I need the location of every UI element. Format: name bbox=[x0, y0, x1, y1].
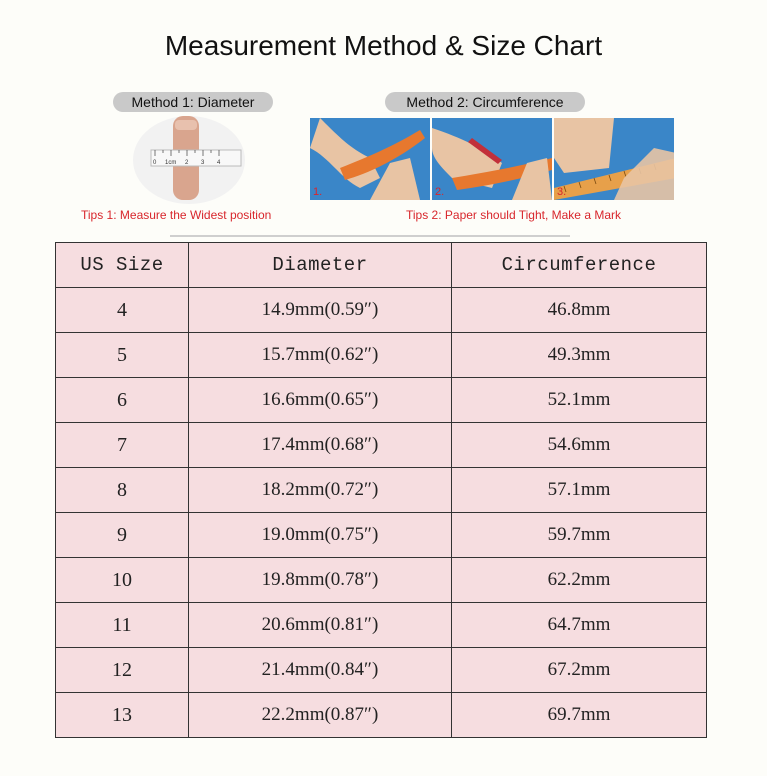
size-cell: 10 bbox=[56, 558, 189, 603]
ruler-tick-2: 2 bbox=[185, 160, 189, 166]
method-2-label: Method 2: Circumference bbox=[385, 92, 585, 112]
size-cell: 8 bbox=[56, 468, 189, 513]
circumference-cell: 52.1mm bbox=[452, 378, 707, 423]
mark-paper-image bbox=[432, 118, 552, 200]
page-title: Measurement Method & Size Chart bbox=[164, 30, 603, 61]
size-cell: 12 bbox=[56, 648, 189, 693]
step-2-number: 2. bbox=[435, 186, 445, 198]
table-row bbox=[56, 468, 707, 513]
finger-ruler-illustration bbox=[131, 112, 247, 204]
diameter-cell: 19.0mm(0.75″) bbox=[189, 513, 452, 558]
ruler-tick-0: 0 bbox=[153, 160, 157, 166]
wrap-paper-image bbox=[310, 118, 430, 200]
table-row bbox=[56, 603, 707, 648]
size-cell: 4 bbox=[56, 288, 189, 333]
circumference-cell: 62.2mm bbox=[452, 558, 707, 603]
size-cell: 5 bbox=[56, 333, 189, 378]
step-2-panel bbox=[432, 118, 552, 200]
diameter-cell: 14.9mm(0.59″) bbox=[189, 288, 452, 333]
tip-2-text: Tips 2: Paper should Tight, Make a Mark bbox=[406, 208, 621, 222]
header-circumference: Circumference bbox=[452, 243, 707, 288]
size-cell: 9 bbox=[56, 513, 189, 558]
diameter-cell: 22.2mm(0.87″) bbox=[189, 693, 452, 738]
step-1-number: 1. bbox=[313, 186, 323, 198]
diameter-cell: 17.4mm(0.68″) bbox=[189, 423, 452, 468]
circumference-steps-illustration bbox=[310, 118, 676, 200]
size-cell: 11 bbox=[56, 603, 189, 648]
circumference-cell: 64.7mm bbox=[452, 603, 707, 648]
circumference-cell: 69.7mm bbox=[452, 693, 707, 738]
tip-1-text: Tips 1: Measure the Widest position bbox=[81, 208, 272, 222]
diameter-cell: 21.4mm(0.84″) bbox=[189, 648, 452, 693]
size-cell: 7 bbox=[56, 423, 189, 468]
step-3-panel bbox=[554, 118, 674, 200]
table-row bbox=[56, 378, 707, 423]
table-row bbox=[56, 288, 707, 333]
table-row bbox=[56, 513, 707, 558]
table-row bbox=[56, 558, 707, 603]
diameter-cell: 16.6mm(0.65″) bbox=[189, 378, 452, 423]
ruler-tick-3: 3 bbox=[201, 160, 205, 166]
size-chart-table bbox=[55, 242, 707, 738]
step-3-number: 3. bbox=[557, 186, 567, 198]
diameter-cell: 18.2mm(0.72″) bbox=[189, 468, 452, 513]
divider bbox=[170, 235, 570, 237]
size-cell: 13 bbox=[56, 693, 189, 738]
header-us-size: US Size bbox=[56, 243, 189, 288]
circumference-cell: 46.8mm bbox=[452, 288, 707, 333]
finger-ruler-image bbox=[131, 112, 247, 204]
size-cell: 6 bbox=[56, 378, 189, 423]
table-row bbox=[56, 648, 707, 693]
step-1-panel bbox=[310, 118, 430, 200]
table-row bbox=[56, 333, 707, 378]
ruler-measure-image bbox=[554, 118, 674, 200]
table-row bbox=[56, 423, 707, 468]
diameter-cell: 15.7mm(0.62″) bbox=[189, 333, 452, 378]
diameter-cell: 20.6mm(0.81″) bbox=[189, 603, 452, 648]
circumference-cell: 67.2mm bbox=[452, 648, 707, 693]
header-diameter: Diameter bbox=[189, 243, 452, 288]
ruler-tick-1: 1cm bbox=[165, 160, 177, 166]
ruler-tick-4: 4 bbox=[217, 160, 221, 166]
table-row bbox=[56, 693, 707, 738]
table-header-row bbox=[56, 243, 707, 288]
diameter-cell: 19.8mm(0.78″) bbox=[189, 558, 452, 603]
circumference-cell: 49.3mm bbox=[452, 333, 707, 378]
circumference-cell: 54.6mm bbox=[452, 423, 707, 468]
method-1-label: Method 1: Diameter bbox=[113, 92, 273, 112]
circumference-cell: 59.7mm bbox=[452, 513, 707, 558]
circumference-cell: 57.1mm bbox=[452, 468, 707, 513]
